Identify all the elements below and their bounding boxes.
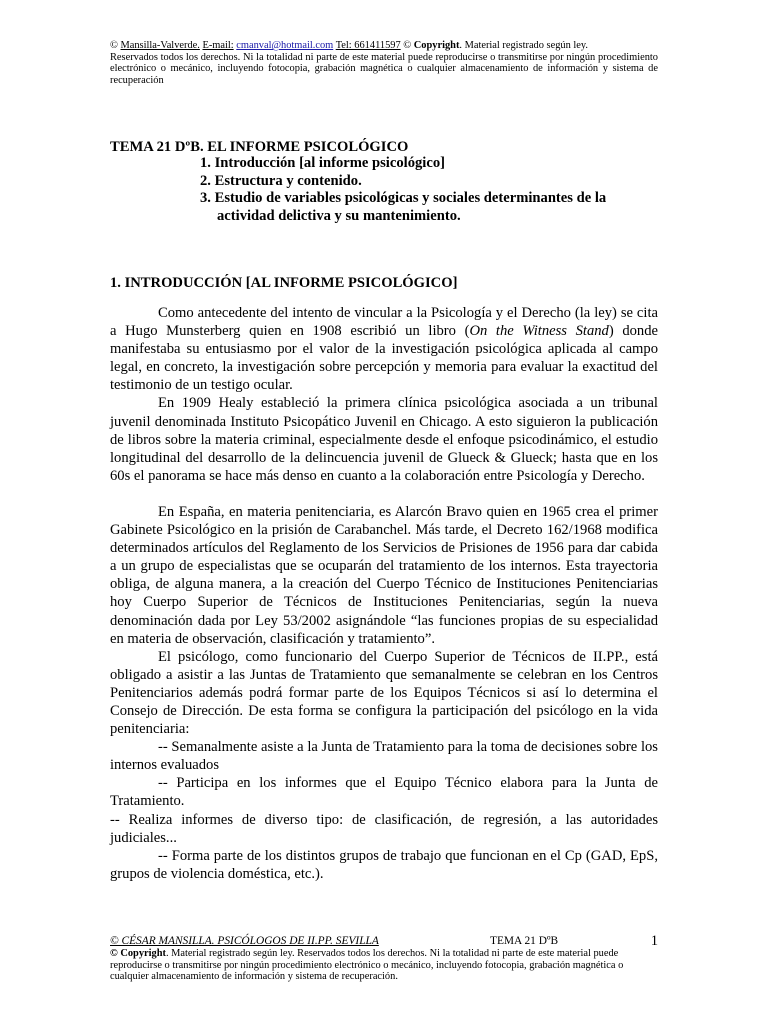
header-contact-line [110,40,658,52]
section-heading: 1. INTRODUCCIÓN [AL INFORME PSICOLÓGICO] [110,275,458,291]
book-title: On the Witness Stand [469,323,609,340]
toc-item: 1. Introducción [al informe psicológico] [200,155,445,171]
paragraph-3: En España, en materia penitenciaria, es Alarcón Bravo quien en 1965 crea el primer Gabinete Psicológico en la prisión de Carabanchel. Más tarde, el Decreto 162/1968 modifica determinados artículos del Reglamento de los Servicios de Prisiones de 1956 para dar cabida a un grupo de especialistas que se ocuparán del tratamiento de los internos. Esta trayectoria obliga, de alguna manera, a la creación del Cuerpo Técnico de Instituciones Penitenciarias hoy Cuerpo Superior de Técnicos de Instituciones Penitenciarias, según la nueva denominación dada por Ley 53/2002 asignándole “las funciones propias de su especialidad en materia de observación, clasificación y tratamiento”. [110,503,658,647]
header-email-label: E-mail: [202,40,234,51]
header-line1-tail: . Material registrado según ley. [459,40,588,51]
footer-rights [110,948,658,983]
page-title: TEMA 21 DºB. EL INFORME PSICOLÓGICO [110,139,409,155]
footer-tema: TEMA 21 DºB [490,935,559,947]
header-tel: Tel: 661411597 [335,40,401,51]
footer-copyright-word: © Copyright [110,948,166,959]
toc-item: 3. Estudio de variables psicológicas y sociales determinantes de la actividad delictiva y su mantenimiento. [200,190,607,224]
footer-author: © CÉSAR MANSILLA. PSICÓLOGOS DE II.PP. SEVILLA [110,935,379,947]
paragraph-1 [110,304,658,394]
header-copyright-symbol-2: © [403,40,412,51]
bullet-3: -- Realiza informes de diverso tipo: de clasificación, de regresión, a las autoridades judiciales... [110,811,658,846]
paragraph-2: En 1909 Healy estableció la primera clínica psicológica asociada a un tribunal juvenil denominada Instituto Psicopático Juvenil en Chicago. A esto siguieron la publicación de libros sobre la materia criminal, especialmente desde el enfoque psicodinámico, el estudio longitudinal del desarrollo de la delincuencia juvenil de Glueck & Glueck; hasta que en los 60s el panorama se hace más denso en cuanto a la colaboración entre Psicología y Derecho. [110,395,658,484]
header-email-link[interactable]: cmanval@hotmail.com [236,40,334,51]
paragraph-1-part-a: Como antecedente del intento de vincular a la Psicología y el Derecho (la ley) se cita a Hugo Munsterberg quien en 1908 escribió un libro ( [110,305,658,340]
toc-item: 2. Estructura y contenido. [200,172,362,189]
body-text [110,304,658,883]
header-copyright-word: Copyright [413,40,460,51]
page-footer [110,935,658,983]
header-rights-text: Reservados todos los derechos. Ni la totalidad ni parte de este material puede reproducirse o transmitirse por ningún procedimiento electrónico o mecánico, incluyendo fotocopia, grabación magnética o cualquier almacenamiento de información y sistema de recuperación [110,51,658,86]
bullet-2: -- Participa en los informes que el Equipo Técnico elabora para la Junta de Tratamiento. [110,775,658,810]
header-author: Mansilla-Valverde. [120,40,200,51]
paragraph-1-part-b: ) donde manifestaba su entusiasmo por el valor de la investigación psicológica aplicada al campo legal, en concreto, la investigación sobre percepción y memoria para evaluar la exactitud del testimonio de un testigo ocular. [110,323,658,394]
paragraph-gap [110,485,658,503]
bullet-1: -- Semanalmente asiste a la Junta de Tratamiento para la toma de decisiones sobre los internos evaluados [110,739,658,774]
footer-top-line [110,935,658,947]
page-header [110,40,658,86]
header-copyright-symbol: © [110,40,118,51]
document-page [110,0,658,1024]
bullet-4: -- Forma parte de los distintos grupos de trabajo que funcionan en el Cp (GAD, EpS, grupos de violencia doméstica, etc.). [110,847,658,882]
footer-rights-text: . Material registrado según ley. Reservados todos los derechos. Ni la totalidad ni parte de este material puede reproducirse o transmitirse por ningún procedimiento electrónico o mecánico, incluyendo fotocopia, grabación magnética o cualquier almacenamiento de información y sistema de recuperación. [110,948,624,983]
paragraph-4: El psicólogo, como funcionario del Cuerpo Superior de Técnicos de II.PP., está obligado a asistir a las Juntas de Tratamiento que semanalmente se celebran en los Centros Penitenciarios además podrá formar parte de los Equipos Técnicos si así lo determina el Consejo de Dirección. De esta forma se configura la participación del psicólogo en la vida penitenciaria: [110,648,658,738]
page-number: 1 [650,933,658,949]
table-of-contents [200,155,660,225]
